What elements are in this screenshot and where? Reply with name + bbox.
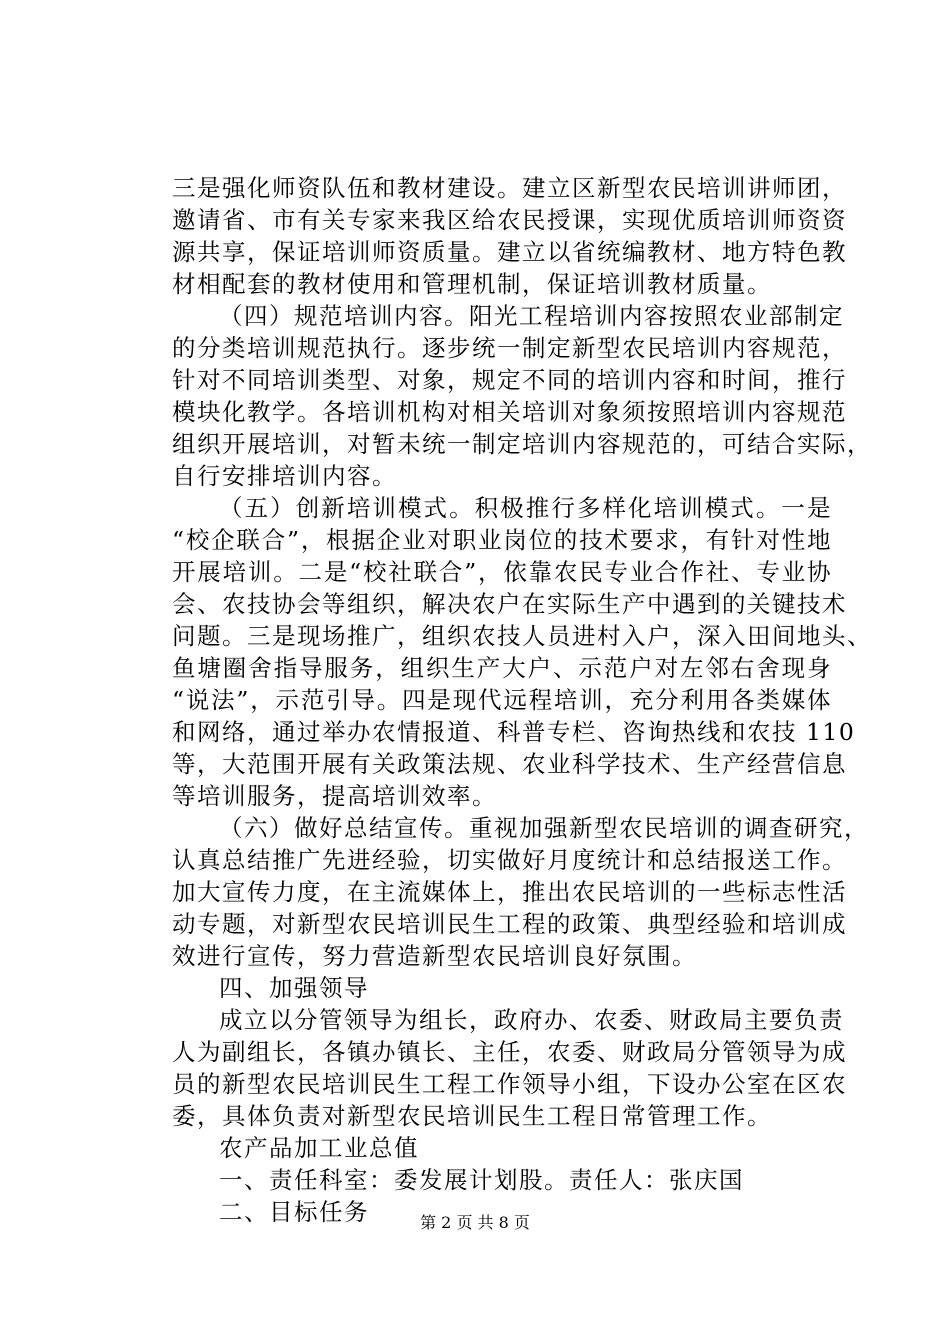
text-line: 源共享，保证培训师资质量。建立以省统编教材、地方特色教 bbox=[172, 238, 847, 266]
text-line: 的分类培训规范执行。逐步统一制定新型农民培训内容规范， bbox=[172, 334, 847, 362]
text-line: （五）创新培训模式。积极推行多样化培训模式。一是 bbox=[219, 494, 832, 522]
text-line: 三是强化师资队伍和教材建设。建立区新型农民培训讲师团， bbox=[172, 174, 847, 202]
text-line: 一、责任科室：委发展计划股。责任人：张庆国 bbox=[219, 1166, 744, 1194]
text-line: 问题。三是现场推广，组织农技人员进村入户，深入田间地头、 bbox=[172, 622, 872, 650]
text-line: 认真总结推广先进经验，切实做好月度统计和总结报送工作。 bbox=[172, 846, 847, 874]
text-line: 等，大范围开展有关政策法规、农业科学技术、生产经营信息 bbox=[172, 750, 847, 778]
text-line: （四）规范培训内容。阳光工程培训内容按照农业部制定 bbox=[219, 302, 844, 330]
text-line: （六）做好总结宣传。重视加强新型农民培训的调查研究， bbox=[219, 814, 869, 842]
text-line: 成立以分管领导为组长，政府办、农委、财政局主要负责 bbox=[219, 1006, 844, 1034]
text-line: 会、农技协会等组织，解决农户在实际生产中遇到的关键技术 bbox=[172, 590, 847, 618]
text-line: 农产品加工业总值 bbox=[219, 1134, 419, 1162]
text-line: 鱼塘圈舍指导服务，组织生产大户、示范户对左邻右舍现身 bbox=[172, 654, 832, 682]
text-line: 自行安排培训内容。 bbox=[172, 462, 397, 490]
text-line: 开展培训。二是“校社联合”，依靠农民专业合作社、专业协 bbox=[172, 558, 832, 586]
text-line: 邀请省、市有关专家来我区给农民授课，实现优质培训师资资 bbox=[172, 206, 847, 234]
text-line: 四、加强领导 bbox=[219, 974, 369, 1002]
text-line: 员的新型农民培训民生工程工作领导小组，下设办公室在区农 bbox=[172, 1070, 847, 1098]
text-line: 动专题，对新型农民培训民生工程的政策、典型经验和培训成 bbox=[172, 910, 847, 938]
text-line: 模块化教学。各培训机构对相关培训对象须按照培训内容规范 bbox=[172, 398, 847, 426]
text-line: 效进行宣传，努力营造新型农民培训良好氛围。 bbox=[172, 942, 697, 970]
text-line: 二、目标任务 bbox=[219, 1198, 369, 1226]
document-body bbox=[172, 172, 872, 1228]
text-line: 等培训服务，提高培训效率。 bbox=[172, 782, 497, 810]
text-line: 和网络，通过举办农情报道、科普专栏、咨询热线和农技 110 bbox=[172, 718, 856, 746]
text-line: 针对不同培训类型、对象，规定不同的培训内容和时间，推行 bbox=[172, 366, 847, 394]
text-line: 人为副组长，各镇办镇长、主任，农委、财政局分管领导为成 bbox=[172, 1038, 847, 1066]
text-line: 组织开展培训，对暂未统一制定培训内容规范的，可结合实际， bbox=[172, 430, 872, 458]
text-line: “校企联合”，根据企业对职业岗位的技术要求，有针对性地 bbox=[172, 526, 832, 554]
text-line: 委，具体负责对新型农民培训民生工程日常管理工作。 bbox=[172, 1102, 772, 1130]
text-line: 加大宣传力度，在主流媒体上，推出农民培训的一些标志性活 bbox=[172, 878, 847, 906]
text-line: 材相配套的教材使用和管理机制，保证培训教材质量。 bbox=[172, 270, 772, 298]
text-line: “说法”，示范引导。四是现代远程培训，充分利用各类媒体 bbox=[172, 686, 832, 714]
page-footer: 第 2 页 共 8 页 bbox=[420, 1213, 530, 1232]
